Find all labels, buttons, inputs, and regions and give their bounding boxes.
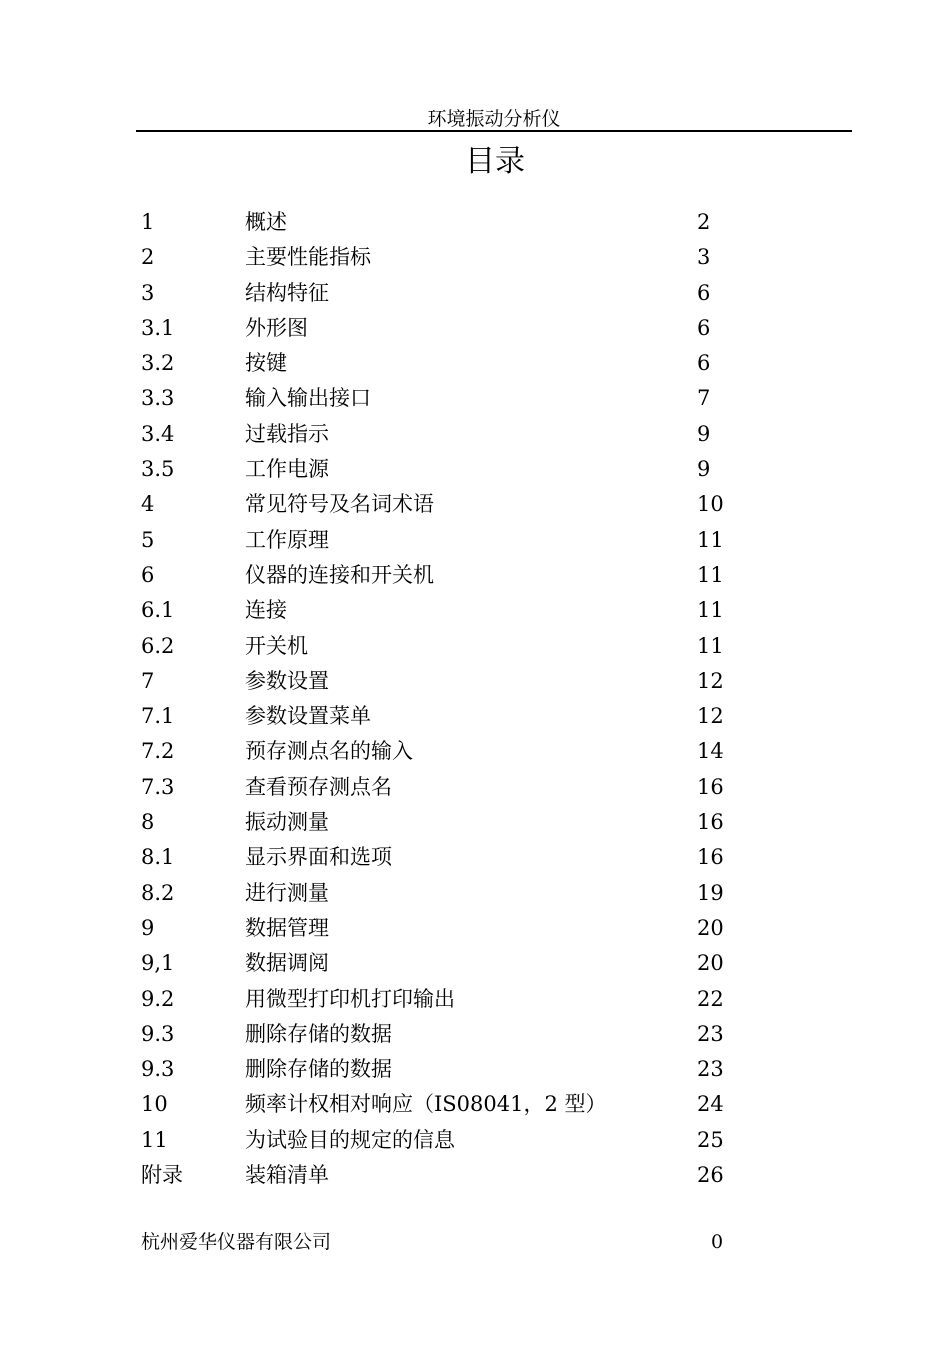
toc-entry bbox=[0, 240, 950, 275]
toc-entry-title: 外形图 bbox=[245, 315, 308, 340]
toc-entry bbox=[0, 840, 950, 875]
toc-entry bbox=[0, 276, 950, 311]
toc-entry bbox=[0, 593, 950, 628]
toc-entry-number: 9.3 bbox=[141, 1057, 175, 1082]
toc-entry bbox=[0, 1158, 950, 1193]
toc-entry-title: 删除存储的数据 bbox=[245, 1021, 392, 1046]
toc-entry-page: 16 bbox=[697, 845, 724, 870]
toc-entry-title: 显示界面和选项 bbox=[245, 845, 392, 870]
toc-entry-page: 23 bbox=[697, 1057, 724, 1082]
toc-entry-page: 9 bbox=[697, 421, 711, 446]
toc-entry-title: 结构特征 bbox=[245, 280, 329, 305]
toc-entry-title: 过载指示 bbox=[245, 421, 329, 446]
toc-entry-title: 为试验目的规定的信息 bbox=[245, 1127, 455, 1152]
toc-entry-page: 26 bbox=[697, 1163, 724, 1188]
toc-list bbox=[0, 205, 950, 1193]
toc-entry-title: 删除存储的数据 bbox=[245, 1057, 392, 1082]
toc-entry-number: 附录 bbox=[141, 1163, 183, 1188]
toc-entry-number: 3.1 bbox=[141, 315, 175, 340]
toc-entry bbox=[0, 1052, 950, 1087]
toc-entry-number: 8.1 bbox=[141, 845, 175, 870]
toc-entry bbox=[0, 1087, 950, 1122]
toc-entry bbox=[0, 734, 950, 769]
toc-entry bbox=[0, 487, 950, 522]
toc-entry-title: 用微型打印机打印输出 bbox=[245, 986, 455, 1011]
toc-entry-page: 22 bbox=[697, 986, 724, 1011]
toc-entry-page: 19 bbox=[697, 880, 724, 905]
toc-entry-number: 6.2 bbox=[141, 633, 175, 658]
toc-entry-number: 3.3 bbox=[141, 386, 175, 411]
toc-entry-number: 8 bbox=[141, 810, 155, 835]
toc-entry-page: 6 bbox=[697, 351, 711, 376]
toc-entry-page: 10 bbox=[697, 492, 724, 517]
toc-entry bbox=[0, 205, 950, 240]
toc-entry bbox=[0, 876, 950, 911]
toc-entry-title: 频率计权相对响应（IS08041，2 型） bbox=[245, 1092, 607, 1117]
toc-entry bbox=[0, 381, 950, 416]
toc-entry-page: 7 bbox=[697, 386, 711, 411]
toc-entry-number: 9.3 bbox=[141, 1021, 175, 1046]
toc-entry-number: 3.4 bbox=[141, 421, 175, 446]
toc-entry-number: 3.2 bbox=[141, 351, 175, 376]
toc-entry bbox=[0, 346, 950, 381]
toc-entry-page: 6 bbox=[697, 315, 711, 340]
toc-entry-number: 4 bbox=[141, 492, 155, 517]
toc-entry-number: 2 bbox=[141, 245, 155, 270]
toc-entry-number: 5 bbox=[141, 527, 155, 552]
toc-entry-title: 输入输出接口 bbox=[245, 386, 371, 411]
toc-entry-page: 11 bbox=[697, 527, 724, 552]
running-header-title: 环境振动分析仪 bbox=[427, 108, 561, 130]
toc-entry-number: 6 bbox=[141, 562, 155, 587]
toc-entry-title: 常见符号及名词术语 bbox=[245, 492, 434, 517]
toc-title: 目录 bbox=[465, 144, 525, 179]
toc-entry-number: 1 bbox=[141, 210, 155, 234]
toc-entry-title: 主要性能指标 bbox=[245, 245, 371, 270]
toc-entry-page: 20 bbox=[697, 915, 724, 940]
toc-entry-page: 20 bbox=[697, 951, 724, 976]
toc-entry-number: 6.1 bbox=[141, 598, 175, 623]
toc-entry-title: 按键 bbox=[245, 351, 287, 376]
toc-entry-number: 11 bbox=[141, 1127, 168, 1152]
toc-entry-number: 7.1 bbox=[141, 704, 175, 729]
toc-entry-page: 2 bbox=[697, 210, 711, 234]
toc-entry-number: 8.2 bbox=[141, 880, 175, 905]
toc-entry-number: 3.5 bbox=[141, 457, 175, 482]
toc-entry-page: 24 bbox=[697, 1092, 724, 1117]
toc-entry bbox=[0, 911, 950, 946]
toc-entry-number: 9.2 bbox=[141, 986, 175, 1011]
toc-entry-title: 工作原理 bbox=[245, 527, 329, 552]
toc-entry-page: 3 bbox=[697, 245, 711, 270]
toc-entry-number: 7.3 bbox=[141, 774, 175, 799]
toc-entry-page: 12 bbox=[697, 668, 724, 693]
toc-entry-title: 仪器的连接和开关机 bbox=[245, 562, 434, 587]
toc-entry bbox=[0, 1017, 950, 1052]
toc-entry bbox=[0, 452, 950, 487]
toc-entry-title: 数据管理 bbox=[245, 915, 329, 940]
toc-entry-title: 参数设置菜单 bbox=[245, 704, 371, 729]
footer-company-name: 杭州爱华仪器有限公司 bbox=[141, 1231, 332, 1253]
toc-entry-title: 查看预存测点名 bbox=[245, 774, 392, 799]
toc-entry-title: 进行测量 bbox=[245, 880, 329, 905]
toc-entry-page: 6 bbox=[697, 280, 711, 305]
toc-entry bbox=[0, 523, 950, 558]
toc-entry-title: 工作电源 bbox=[245, 457, 329, 482]
toc-entry-title: 数据调阅 bbox=[245, 951, 329, 976]
toc-entry bbox=[0, 982, 950, 1017]
toc-entry bbox=[0, 558, 950, 593]
toc-entry bbox=[0, 311, 950, 346]
toc-entry bbox=[0, 1123, 950, 1158]
toc-entry-page: 16 bbox=[697, 810, 724, 835]
toc-entry-page: 16 bbox=[697, 774, 724, 799]
toc-entry bbox=[0, 770, 950, 805]
toc-entry bbox=[0, 664, 950, 699]
toc-entry bbox=[0, 629, 950, 664]
toc-entry-page: 12 bbox=[697, 704, 724, 729]
toc-entry bbox=[0, 699, 950, 734]
toc-entry-title: 概述 bbox=[245, 210, 287, 234]
toc-entry-page: 11 bbox=[697, 598, 724, 623]
toc-entry-title: 参数设置 bbox=[245, 668, 329, 693]
toc-entry-number: 7 bbox=[141, 668, 155, 693]
toc-entry-number: 7.2 bbox=[141, 739, 175, 764]
toc-entry-number: 10 bbox=[141, 1092, 168, 1117]
toc-entry-title: 装箱清单 bbox=[245, 1163, 329, 1188]
toc-entry bbox=[0, 805, 950, 840]
toc-entry-title: 连接 bbox=[245, 598, 287, 623]
toc-entry bbox=[0, 946, 950, 981]
header-rule bbox=[136, 130, 852, 132]
toc-entry-page: 23 bbox=[697, 1021, 724, 1046]
toc-entry bbox=[0, 417, 950, 452]
toc-entry-page: 14 bbox=[697, 739, 724, 764]
toc-entry-page: 11 bbox=[697, 562, 724, 587]
toc-entry-number: 9,1 bbox=[141, 951, 175, 976]
toc-entry-page: 25 bbox=[697, 1127, 724, 1152]
toc-entry-title: 预存测点名的输入 bbox=[245, 739, 413, 764]
toc-entry-title: 开关机 bbox=[245, 633, 308, 658]
toc-entry-number: 9 bbox=[141, 915, 155, 940]
toc-entry-number: 3 bbox=[141, 280, 155, 305]
toc-entry-page: 11 bbox=[697, 633, 724, 658]
toc-entry-page: 9 bbox=[697, 457, 711, 482]
footer-page-number: 0 bbox=[711, 1231, 724, 1253]
toc-entry-title: 振动测量 bbox=[245, 810, 329, 835]
